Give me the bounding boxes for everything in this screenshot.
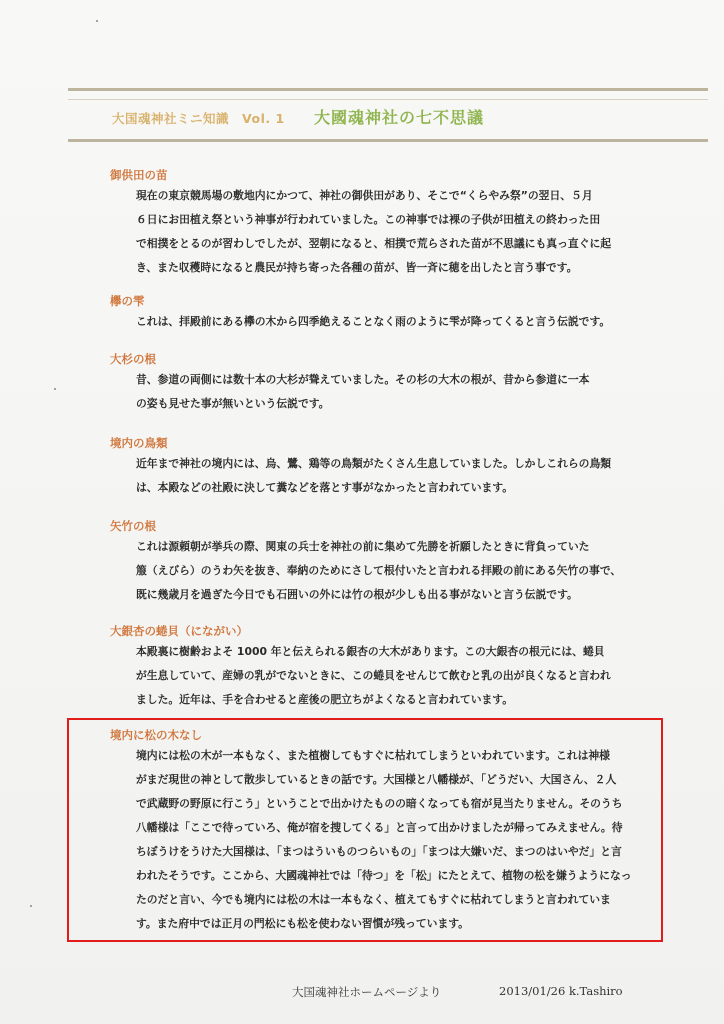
section-title: 境内に松の木なし xyxy=(110,728,202,742)
body-line: 箙（えびら）のうわ矢を抜き、奉納のためにさして根付いたと言われる拝殿の前にある矢竹の事で、 xyxy=(136,564,622,577)
body-line: 本殿裏に樹齢およそ 1000 年と伝えられる銀杏の大木があります。この大銀杏の根元には、蜷貝 xyxy=(136,645,605,658)
body-line: 境内には松の木が一本もなく、また植樹してもすぐに枯れてしまうといわれています。これは神様 xyxy=(136,749,610,762)
body-line: 近年まで神社の境内には、烏、鷺、鶏等の鳥類がたくさん生息していました。しかしこれらの鳥類 xyxy=(136,457,612,470)
section-body xyxy=(110,368,670,416)
body-line: ６日にお田植え祭という神事が行われていました。この神事では裸の子供が田植えの終わった田 xyxy=(136,213,601,226)
body-line: の姿も見せた事が無いという伝説です。 xyxy=(136,397,330,410)
body-line: き、また収穫時になると農民が持ち寄った各種の苗が、皆一斉に穂を出したと言う事です。 xyxy=(136,261,578,274)
body-line: われたそうです。ここから、大國魂神社では「待つ」を「松」にたとえて、植物の松を嫌うようになっ xyxy=(136,869,632,882)
series-label: 大国魂神社ミニ知識 Vol. 1 xyxy=(112,111,285,126)
section-body xyxy=(110,535,670,607)
section-body xyxy=(110,184,670,280)
page-title: 大國魂神社の七不思議 xyxy=(314,108,485,127)
section-title: 境内の鳥類 xyxy=(110,436,168,450)
page-header xyxy=(68,88,708,142)
body-line: す。また府中では正月の門松にも松を使わない習慣が残っています。 xyxy=(136,917,469,930)
section-keyaki xyxy=(110,292,670,334)
section-birds xyxy=(110,434,670,500)
body-line: 既に幾歳月を過ぎた今日でも石囲いの外には竹の根が少しも出る事がないと言う伝説です。 xyxy=(136,588,578,601)
section-body xyxy=(110,452,670,500)
body-line: 八幡様は「ここで待っていろ、俺が宿を捜してくる」と言って出かけましたが帰ってみえません。待 xyxy=(136,821,623,834)
section-title: 大銀杏の蜷貝（にながい） xyxy=(110,624,248,638)
body-line: これは源頼朝が挙兵の際、関東の兵士を神社の前に集めて先勝を祈願したときに背負っていた xyxy=(136,540,590,553)
body-line: ました。近年は、手を合わせると産後の肥立ちがよくなると言われています。 xyxy=(136,693,514,706)
body-line: は、本殿などの社殿に決して糞などを落とす事がなかったと言われています。 xyxy=(136,481,514,494)
body-line: これは、拝殿前にある欅の木から四季絶えることなく雨のように雫が降ってくると言う伝説です。 xyxy=(136,315,611,328)
body-line: で相撲をとるのが習わしでしたが、翌朝になると、相撲で荒らされた苗が不思議にも真っ直ぐに起 xyxy=(136,237,612,250)
scan-speck xyxy=(30,905,32,907)
body-line: 昔、参道の両側には数十本の大杉が聳えていました。その杉の大木の根が、昔から参道に一本 xyxy=(136,373,590,386)
section-body xyxy=(110,640,670,712)
section-title: 御供田の苗 xyxy=(110,168,168,182)
section-osugi xyxy=(110,350,670,416)
scan-speck xyxy=(96,20,98,22)
body-line: がまだ現世の神として散歩しているときの話です。大国様と八幡様が、「どうだい、大国さん、２人 xyxy=(136,773,617,786)
section-yatake xyxy=(110,517,670,607)
body-line: で武蔵野の野原に行こう」ということで出かけたものの暗くなっても宿が見当たりません。そのうち xyxy=(136,797,623,810)
section-body xyxy=(110,310,670,334)
body-line: が生息していて、産婦の乳がでないときに、この蜷貝をせんじて飲むと乳の出が良くなると言われ xyxy=(136,669,611,682)
body-line: たのだと言い、今でも境内には松の木は一本もなく、植えてもすぐに枯れてしまうと言われていま xyxy=(136,893,611,906)
section-title: 大杉の根 xyxy=(110,352,156,366)
section-icho xyxy=(110,622,670,712)
body-line: 現在の東京競馬場の敷地内にかつて、神社の御供田があり、そこで“くらやみ祭”の翌日、５月 xyxy=(136,189,593,202)
section-gokuden xyxy=(110,166,670,280)
section-body xyxy=(110,744,670,936)
section-title: 矢竹の根 xyxy=(110,519,156,533)
footer-source: 大国魂神社ホームページより xyxy=(292,985,442,999)
section-matsu xyxy=(110,726,670,936)
footer-date-author: 2013/01/26 k.Tashiro xyxy=(499,984,623,998)
scan-speck xyxy=(54,388,56,390)
body-line: ちぼうけをうけた大国様は、「まつはういものつらいもの」「まつは大嫌いだ、まつのはいやだ」と言 xyxy=(136,845,622,858)
section-title: 欅の雫 xyxy=(110,294,145,308)
